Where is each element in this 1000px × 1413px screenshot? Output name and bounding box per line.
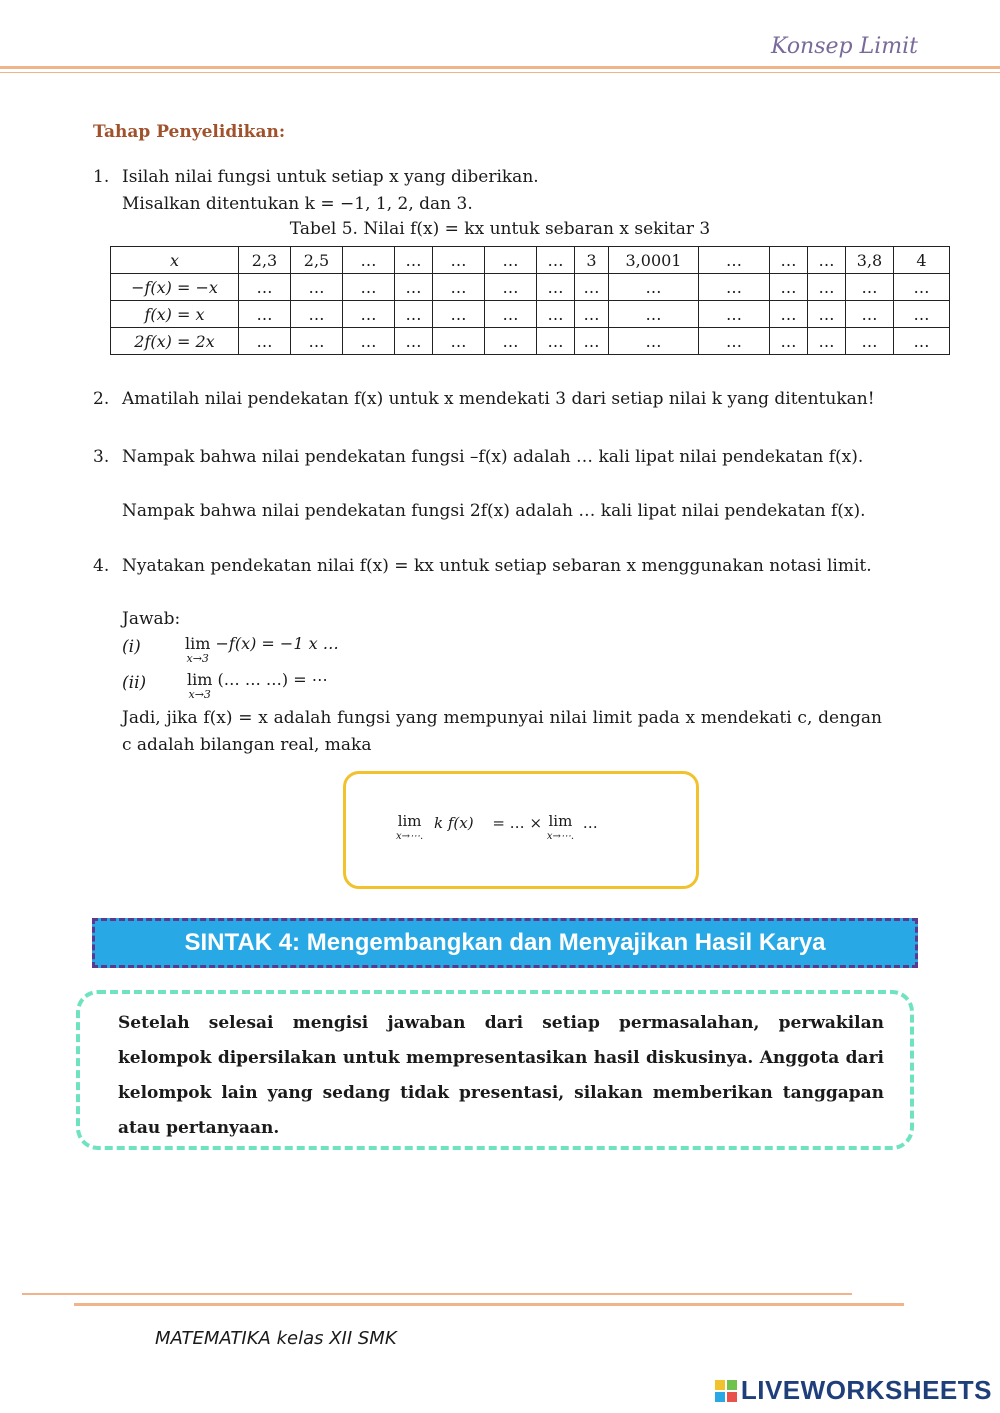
answer-cell[interactable]: …: [609, 301, 699, 328]
row-label: −f(x) = −x: [111, 274, 239, 301]
formula-expr-1: k f(x): [433, 814, 474, 832]
header-rule-thin: [0, 72, 1000, 73]
table-row: [111, 301, 950, 328]
answer-cell[interactable]: …: [894, 328, 950, 355]
conclusion-text: Jadi, jika f(x) = x adalah fungsi yang mempunyai nilai limit pada x mendekati c, dengan c adalah bilangan real, maka: [122, 708, 882, 755]
item-number-4: 4.: [93, 556, 110, 576]
table-header-cell: x: [111, 247, 239, 274]
answer-cell[interactable]: …: [575, 301, 609, 328]
table-header-cell: 2,5: [291, 247, 343, 274]
table-header-cell: 2,3: [239, 247, 291, 274]
answer-cell[interactable]: …: [537, 274, 575, 301]
answer-cell[interactable]: …: [770, 274, 808, 301]
answer-cell[interactable]: …: [485, 328, 537, 355]
item-4-text: Nyatakan pendekatan nilai f(x) = kx untuk setiap sebaran x menggunakan notasi limit.: [122, 556, 872, 576]
table-header-row: [111, 247, 950, 274]
answer-cell[interactable]: …: [433, 301, 485, 328]
formula-expr-2[interactable]: …: [582, 814, 598, 832]
answer-i-limit: [185, 634, 339, 664]
table-header-cell: …: [770, 247, 808, 274]
answer-cell[interactable]: …: [395, 274, 433, 301]
table-header-cell: …: [699, 247, 770, 274]
item-number-2: 2.: [93, 389, 110, 409]
answer-cell[interactable]: …: [433, 274, 485, 301]
answer-i-lim: lim: [185, 634, 211, 653]
formula-lim-2: lim: [548, 812, 573, 830]
item-number-3: 3.: [93, 447, 110, 467]
sintak-banner: [92, 918, 918, 968]
table-header-cell: 3: [575, 247, 609, 274]
instruction-text: Setelah selesai mengisi jawaban dari setiap permasalahan, perwakilan kelompok dipersilakan untuk mempresentasikan hasil diskusinya. Anggota dari kelompok lain yang sedang tidak presentasi, silakan memberikan tanggapan atau pertanyaan.: [118, 1013, 884, 1138]
table-row: [111, 328, 950, 355]
table-header-cell: …: [395, 247, 433, 274]
brand-name: LIVEWORKSHEETS: [740, 1375, 992, 1405]
answer-cell[interactable]: …: [291, 301, 343, 328]
footer-text: MATEMATIKA kelas XII SMK: [155, 1328, 397, 1349]
formula-sub-1[interactable]: x→⋯.: [396, 831, 424, 842]
answer-cell[interactable]: …: [770, 301, 808, 328]
answer-cell[interactable]: …: [770, 328, 808, 355]
table-caption: Tabel 5. Nilai f(x) = kx untuk sebaran x sekitar 3: [289, 219, 711, 239]
row-label: f(x) = x: [111, 301, 239, 328]
answer-cell[interactable]: …: [485, 301, 537, 328]
row-label: 2f(x) = 2x: [111, 328, 239, 355]
answer-cell[interactable]: …: [575, 328, 609, 355]
limit-formula: [396, 814, 598, 844]
value-table: [110, 246, 950, 355]
answer-cell[interactable]: …: [575, 274, 609, 301]
answer-cell[interactable]: …: [343, 274, 395, 301]
answer-ii-expr[interactable]: (… … …) = ⋯: [217, 670, 328, 689]
item-1-line-1: Isilah nilai fungsi untuk setiap x yang diberikan.: [122, 167, 539, 187]
table-header-cell: …: [485, 247, 537, 274]
answer-ii-sub[interactable]: x→3: [188, 688, 211, 701]
answer-cell[interactable]: …: [239, 301, 291, 328]
sintak-banner-text: SINTAK 4: Mengembangkan dan Menyajikan Hasil Karya: [184, 929, 826, 956]
answer-cell[interactable]: …: [846, 328, 894, 355]
answer-i-sub: x→3: [186, 652, 209, 665]
answer-cell[interactable]: …: [609, 328, 699, 355]
table-header-cell: 4: [894, 247, 950, 274]
section-heading: Tahap Penyelidikan:: [93, 122, 286, 142]
table-header-cell: 3,0001: [609, 247, 699, 274]
formula-lim-1: lim: [397, 812, 422, 830]
item-3-text-b: Nampak bahwa nilai pendekatan fungsi 2f(x) adalah … kali lipat nilai pendekatan f(x).: [122, 501, 866, 521]
table-header-cell: …: [433, 247, 485, 274]
answer-cell[interactable]: …: [291, 328, 343, 355]
answer-ii-limit: [187, 670, 328, 700]
answer-i-label: (i): [122, 637, 141, 657]
answer-ii-lim: lim: [187, 670, 213, 689]
formula-eq[interactable]: = … ×: [492, 814, 543, 832]
answer-cell[interactable]: …: [808, 301, 846, 328]
formula-box: [343, 771, 699, 889]
item-2-text: Amatilah nilai pendekatan f(x) untuk x mendekati 3 dari setiap nilai k yang ditentukan!: [122, 389, 875, 409]
answer-cell[interactable]: …: [537, 328, 575, 355]
answer-cell[interactable]: …: [433, 328, 485, 355]
table-row: [111, 274, 950, 301]
page-header-title: Konsep Limit: [770, 34, 918, 59]
answer-cell[interactable]: …: [395, 328, 433, 355]
item-number-1: 1.: [93, 167, 110, 187]
answer-cell[interactable]: …: [699, 274, 770, 301]
table-header-cell: …: [537, 247, 575, 274]
answer-cell[interactable]: …: [894, 274, 950, 301]
answer-cell[interactable]: …: [395, 301, 433, 328]
answer-cell[interactable]: …: [343, 328, 395, 355]
answer-cell[interactable]: …: [846, 301, 894, 328]
liveworksheets-brand: [715, 1375, 992, 1406]
answer-cell[interactable]: …: [609, 274, 699, 301]
answer-cell[interactable]: …: [894, 301, 950, 328]
answer-cell[interactable]: …: [343, 301, 395, 328]
answer-cell[interactable]: …: [808, 274, 846, 301]
item-1-line-2: Misalkan ditentukan k = −1, 1, 2, dan 3.: [122, 194, 473, 214]
answer-cell[interactable]: …: [699, 328, 770, 355]
header-rule: [0, 66, 1000, 69]
table-header-cell: 3,8: [846, 247, 894, 274]
table-header-cell: …: [808, 247, 846, 274]
footer-rule-2: [74, 1303, 904, 1306]
formula-sub-2[interactable]: x→⋯.: [546, 831, 575, 842]
answer-cell[interactable]: …: [808, 328, 846, 355]
answer-cell[interactable]: …: [239, 274, 291, 301]
item-3-text-a: Nampak bahwa nilai pendekatan fungsi –f(x) adalah … kali lipat nilai pendekatan f(x).: [122, 447, 864, 467]
answer-label: Jawab:: [122, 609, 181, 629]
answer-cell[interactable]: …: [699, 301, 770, 328]
table-header-cell: …: [343, 247, 395, 274]
answer-cell[interactable]: …: [537, 301, 575, 328]
liveworksheets-logo-icon: [715, 1380, 737, 1402]
answer-cell[interactable]: …: [485, 274, 537, 301]
answer-cell[interactable]: …: [291, 274, 343, 301]
instruction-box: [76, 990, 914, 1150]
answer-cell[interactable]: …: [239, 328, 291, 355]
answer-cell[interactable]: …: [846, 274, 894, 301]
answer-ii-label: (ii): [122, 673, 147, 693]
answer-i-expr: −f(x) = −1 x …: [215, 634, 339, 653]
footer-rule: [22, 1293, 852, 1295]
